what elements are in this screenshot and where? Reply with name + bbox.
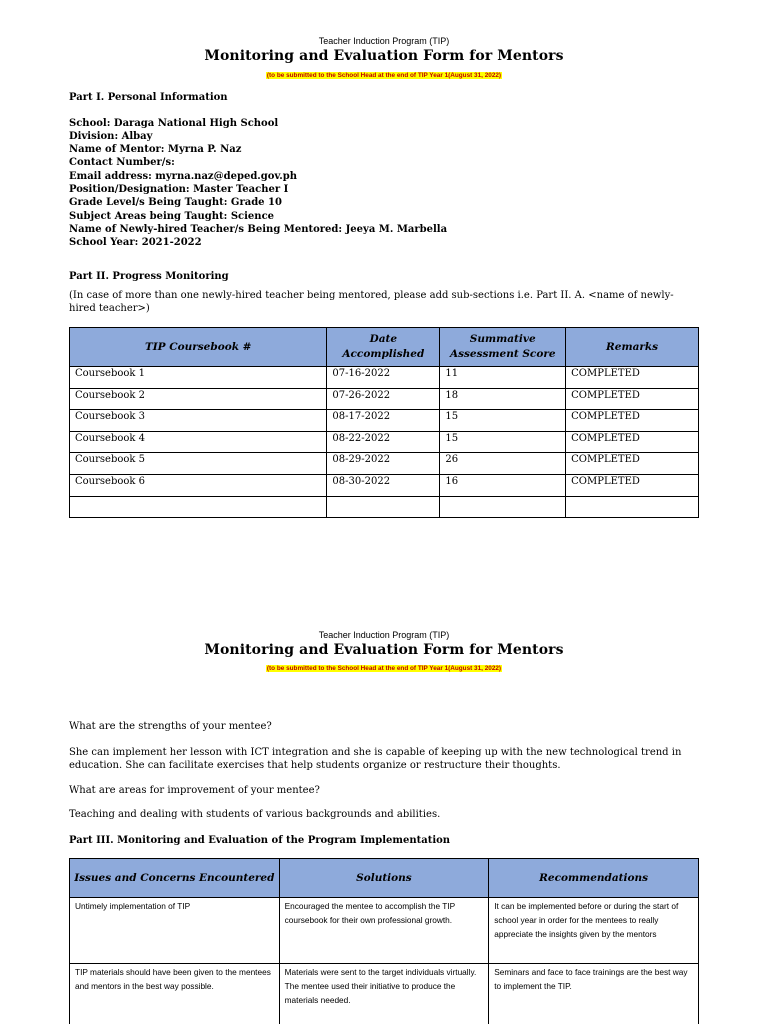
table-row bbox=[70, 496, 699, 518]
program-label: Teacher Induction Program (TIP) bbox=[318, 630, 450, 640]
table-cell: 07-26-2022 bbox=[327, 388, 440, 410]
part3-heading: Part III. Monitoring and Evaluation of the Program Implementation bbox=[69, 835, 451, 846]
table-row bbox=[70, 453, 699, 475]
table-cell: Coursebook 6 bbox=[70, 474, 327, 496]
submission-note: (to be submitted to the School Head at the end of TIP Year 1(August 31, 2022) bbox=[266, 665, 502, 672]
table-row bbox=[70, 898, 699, 964]
table-cell: COMPLETED bbox=[566, 388, 699, 410]
table-cell: 08-29-2022 bbox=[327, 453, 440, 475]
form-title: Monitoring and Evaluation Form for Mentors bbox=[204, 642, 564, 658]
table-cell: COMPLETED bbox=[566, 410, 699, 432]
field-position: Position/Designation: Master Teacher I bbox=[69, 184, 289, 195]
field-subject-areas: Subject Areas being Taught: Science bbox=[69, 211, 275, 222]
column-header: Recommendations bbox=[489, 859, 699, 898]
table-row bbox=[70, 388, 699, 410]
field-mentor-name: Name of Mentor: Myrna P. Naz bbox=[69, 144, 242, 155]
field-school-year: School Year: 2021-2022 bbox=[69, 237, 202, 248]
table-cell: Coursebook 4 bbox=[70, 431, 327, 453]
column-header: Solutions bbox=[279, 859, 489, 898]
table-row bbox=[70, 431, 699, 453]
table-cell: COMPLETED bbox=[566, 474, 699, 496]
table-cell: Materials were sent to the target individuals virtually. The mentee used their initiative to produce the materials needed. bbox=[279, 964, 489, 1024]
table-cell: 16 bbox=[440, 474, 566, 496]
program-label: Teacher Induction Program (TIP) bbox=[318, 36, 450, 46]
field-contact-number: Contact Number/s: bbox=[69, 157, 175, 168]
table-cell: Encouraged the mentee to accomplish the TIP coursebook for their own professional growth. bbox=[279, 898, 489, 964]
column-header: TIP Coursebook # bbox=[70, 328, 327, 367]
table-header-row bbox=[70, 859, 699, 898]
table-cell bbox=[440, 496, 566, 518]
table-cell bbox=[70, 496, 327, 518]
table-header-row bbox=[70, 328, 699, 367]
program-implementation-table bbox=[69, 858, 699, 1024]
form-title: Monitoring and Evaluation Form for Mentors bbox=[204, 48, 564, 64]
field-grade-level: Grade Level/s Being Taught: Grade 10 bbox=[69, 197, 282, 208]
table-cell: Coursebook 1 bbox=[70, 367, 327, 389]
field-email: Email address: myrna.naz@deped.gov.ph bbox=[69, 171, 298, 182]
strengths-answer: She can implement her lesson with ICT integration and she is capable of keeping up with the new technological trend in education. She can facilitate exercises that help students organize or restructure their thoughts. bbox=[69, 747, 682, 771]
field-school: School: Daraga National High School bbox=[69, 118, 279, 129]
table-cell: Coursebook 3 bbox=[70, 410, 327, 432]
table-cell: 07-16-2022 bbox=[327, 367, 440, 389]
part2-instruction: (In case of more than one newly-hired teacher being mentored, please add sub-sections i.e. Part II. A. <name of newly-hired teacher>) bbox=[69, 290, 674, 314]
part2-heading: Part II. Progress Monitoring bbox=[69, 271, 229, 282]
field-mentee-name: Name of Newly-hired Teacher/s Being Mentored: Jeeya M. Marbella bbox=[69, 224, 448, 235]
part1-heading: Part I. Personal Information bbox=[69, 92, 228, 103]
field-division: Division: Albay bbox=[69, 131, 153, 142]
table-row bbox=[70, 367, 699, 389]
column-header: Remarks bbox=[566, 328, 699, 367]
table-row bbox=[70, 964, 699, 1024]
column-header: Date Accomplished bbox=[327, 328, 440, 367]
table-row bbox=[70, 474, 699, 496]
table-cell: Untimely implementation of TIP bbox=[70, 898, 280, 964]
table-cell: 08-22-2022 bbox=[327, 431, 440, 453]
table-cell bbox=[327, 496, 440, 518]
table-row bbox=[70, 410, 699, 432]
table-cell: COMPLETED bbox=[566, 453, 699, 475]
table-cell: 18 bbox=[440, 388, 566, 410]
improvement-answer: Teaching and dealing with students of various backgrounds and abilities. bbox=[69, 809, 441, 820]
table-cell: It can be implemented before or during the start of school year in order for the mentees to really appreciate the insights given by the mentors bbox=[489, 898, 699, 964]
table-cell: COMPLETED bbox=[566, 367, 699, 389]
table-cell: 08-30-2022 bbox=[327, 474, 440, 496]
table-cell: Coursebook 2 bbox=[70, 388, 327, 410]
table-cell: Seminars and face to face trainings are the best way to implement the TIP. bbox=[489, 964, 699, 1024]
table-cell: TIP materials should have been given to the mentees and mentors in the best way possible. bbox=[70, 964, 280, 1024]
table-cell: 15 bbox=[440, 410, 566, 432]
table-cell: Coursebook 5 bbox=[70, 453, 327, 475]
table-cell: 26 bbox=[440, 453, 566, 475]
progress-monitoring-table bbox=[69, 327, 699, 518]
table-cell: COMPLETED bbox=[566, 431, 699, 453]
table-cell: 15 bbox=[440, 431, 566, 453]
column-header: Issues and Concerns Encountered bbox=[70, 859, 280, 898]
table-cell bbox=[566, 496, 699, 518]
improvement-question: What are areas for improvement of your mentee? bbox=[69, 785, 320, 796]
strengths-question: What are the strengths of your mentee? bbox=[69, 721, 272, 732]
table-cell: 11 bbox=[440, 367, 566, 389]
table-cell: 08-17-2022 bbox=[327, 410, 440, 432]
column-header: Summative Assessment Score bbox=[440, 328, 566, 367]
submission-note: (to be submitted to the School Head at the end of TIP Year 1(August 31, 2022) bbox=[266, 72, 502, 79]
